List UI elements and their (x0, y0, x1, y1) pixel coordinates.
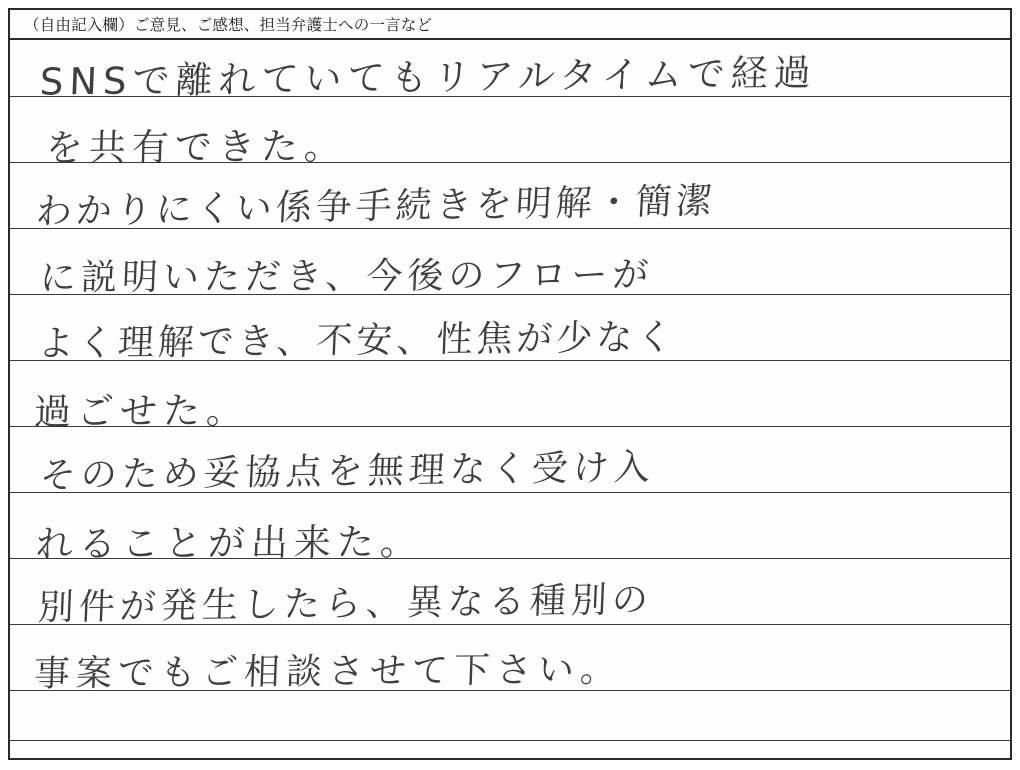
ruled-line (10, 426, 1010, 427)
handwritten-line: よく理解でき、不安、性焦が少なく (37, 317, 678, 365)
ruled-line (10, 294, 1010, 295)
free-comment-header-label: （自由記入欄）ご意見、ご感想、担当弁護士への一言など (24, 17, 433, 34)
handwritten-line: 事案でもご相談させて下さい。 (33, 649, 623, 695)
free-comment-header (10, 10, 1010, 40)
ruled-line (10, 492, 1010, 493)
handwritten-line: 別件が発生したら、異なる種別の (37, 579, 654, 629)
ruled-line (10, 624, 1010, 625)
handwritten-line: れることが出来た。 (35, 520, 424, 566)
handwritten-line: わかりにくい係争手続きを明解・簡潔 (34, 180, 717, 233)
ruled-line (10, 740, 1010, 741)
handwritten-line: SNSで離れていてもリアルタイムで経過 (38, 51, 818, 104)
ruled-line (10, 162, 1010, 163)
ruled-line (10, 228, 1010, 229)
handwritten-line: を共有できた。 (45, 124, 348, 170)
handwritten-line: そのため妥協点を無理なく受け入 (38, 446, 656, 497)
ruled-line (10, 360, 1010, 361)
ruled-line (10, 96, 1010, 97)
ruled-line (10, 690, 1010, 691)
ruled-line (10, 558, 1010, 559)
form-sheet (8, 8, 1012, 760)
ruled-lines (10, 40, 1010, 758)
handwritten-line: 過ごせた。 (33, 388, 250, 434)
handwritten-line: に説明いただき、今後のフローが (39, 254, 655, 299)
